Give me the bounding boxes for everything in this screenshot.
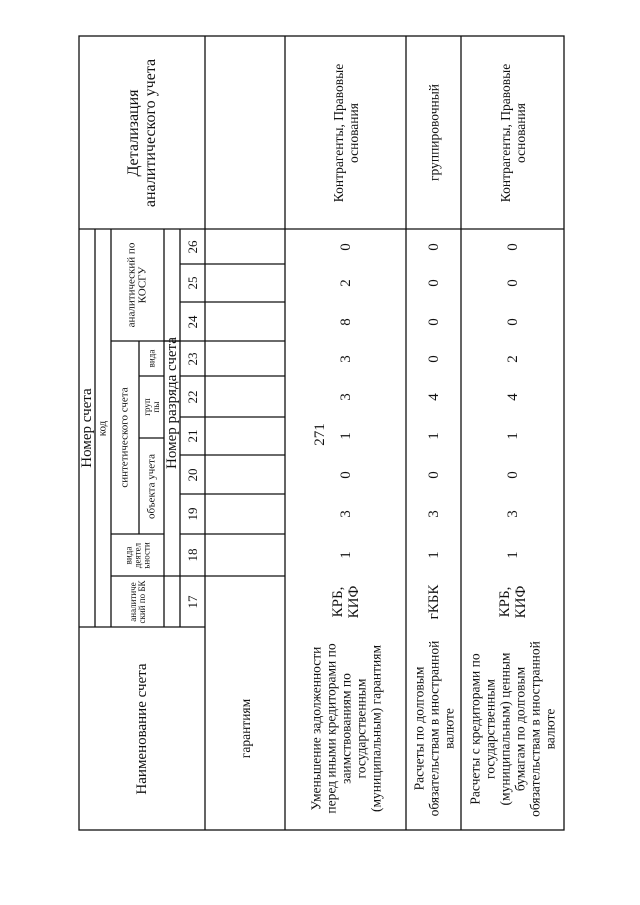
col-number: 24 (184, 315, 200, 328)
header-analytical-bk: аналитиче ский по БК (127, 580, 147, 623)
header-digit-number: Номер разряда счета (164, 336, 180, 469)
row-digit: 1 (425, 432, 442, 440)
row-detail: Контрагенты, Правовые основания (330, 63, 361, 202)
row-digit: 0 (425, 242, 442, 251)
row-account-name: Расчеты по долговым обязательствам в иностранной валюте (411, 640, 456, 817)
col-number: 23 (184, 352, 200, 365)
row-digit: 0 (425, 279, 442, 287)
row-digit: 0 (425, 317, 442, 326)
row-digit: 1 (504, 432, 521, 440)
row-bk-code: КРБ, КИФ (329, 585, 362, 618)
col-number: 17 (184, 595, 200, 608)
row-digit: 0 (425, 354, 442, 363)
header-account-name: Наименование счета (134, 662, 150, 795)
row-digit: 3 (337, 510, 354, 518)
col-number: 26 (184, 240, 200, 253)
header-account-number: Номер счета (79, 388, 95, 468)
row-digit: 0 (504, 470, 521, 479)
row-digit: 0 (337, 242, 354, 251)
row-digit: 3 (337, 392, 354, 401)
row-digit: 8 (337, 317, 354, 326)
row-digit: 3 (425, 510, 442, 518)
col-number: 18 (184, 548, 200, 562)
row-digit: 3 (337, 354, 354, 363)
col-number: 21 (184, 429, 200, 443)
header-detail: Детализация аналитического учета (125, 58, 159, 207)
row-account-name: Уменьшение задолженности перед иными кредиторами по заимствованиям по государственным (муниципальным) гарантиям (308, 643, 383, 814)
col-number: 25 (184, 276, 200, 290)
row-digit: 1 (425, 551, 442, 559)
row-digit: 4 (504, 392, 521, 401)
row-detail: группировочный (426, 83, 441, 182)
header-analytical-kosgu: аналитический по КОСГУ (125, 242, 149, 328)
row-digit: 2 (337, 279, 354, 287)
col-number: 22 (184, 390, 200, 403)
row-account-name: Расчеты с кредиторами по государственным (муниципальным) ценным бумагам по долговым обязательствам в иностранной валюте (467, 640, 558, 817)
page-number: 271 (311, 423, 328, 446)
row-digit: 1 (337, 551, 354, 559)
row-digit: 0 (504, 242, 521, 251)
row-account-name: гарантиям (237, 698, 253, 759)
row-digit: 0 (337, 470, 354, 479)
row-digit: 4 (425, 392, 442, 401)
row-digit: 3 (504, 510, 521, 518)
col-number: 20 (184, 468, 200, 481)
header-group: груп пы (141, 398, 161, 416)
row-digit: 2 (504, 354, 521, 363)
row-digit: 1 (337, 432, 354, 440)
header-code: код (96, 420, 109, 436)
row-digit: 1 (504, 551, 521, 559)
row-bk-code: гКБК (425, 584, 442, 619)
col-number: 19 (184, 507, 200, 521)
header-accounting-object: объекта учета (145, 453, 157, 519)
row-detail: Контрагенты, Правовые основания (497, 63, 528, 202)
header-activity-type: вида деятел ьности (123, 541, 151, 569)
row-bk-code: КРБ, КИФ (496, 585, 529, 618)
row-digit: 0 (504, 317, 521, 326)
header-synthetic-account: синтетического счета (118, 387, 131, 488)
row-digit: 0 (504, 279, 521, 287)
header-kind: вида (146, 349, 156, 368)
row-digit: 0 (425, 470, 442, 479)
